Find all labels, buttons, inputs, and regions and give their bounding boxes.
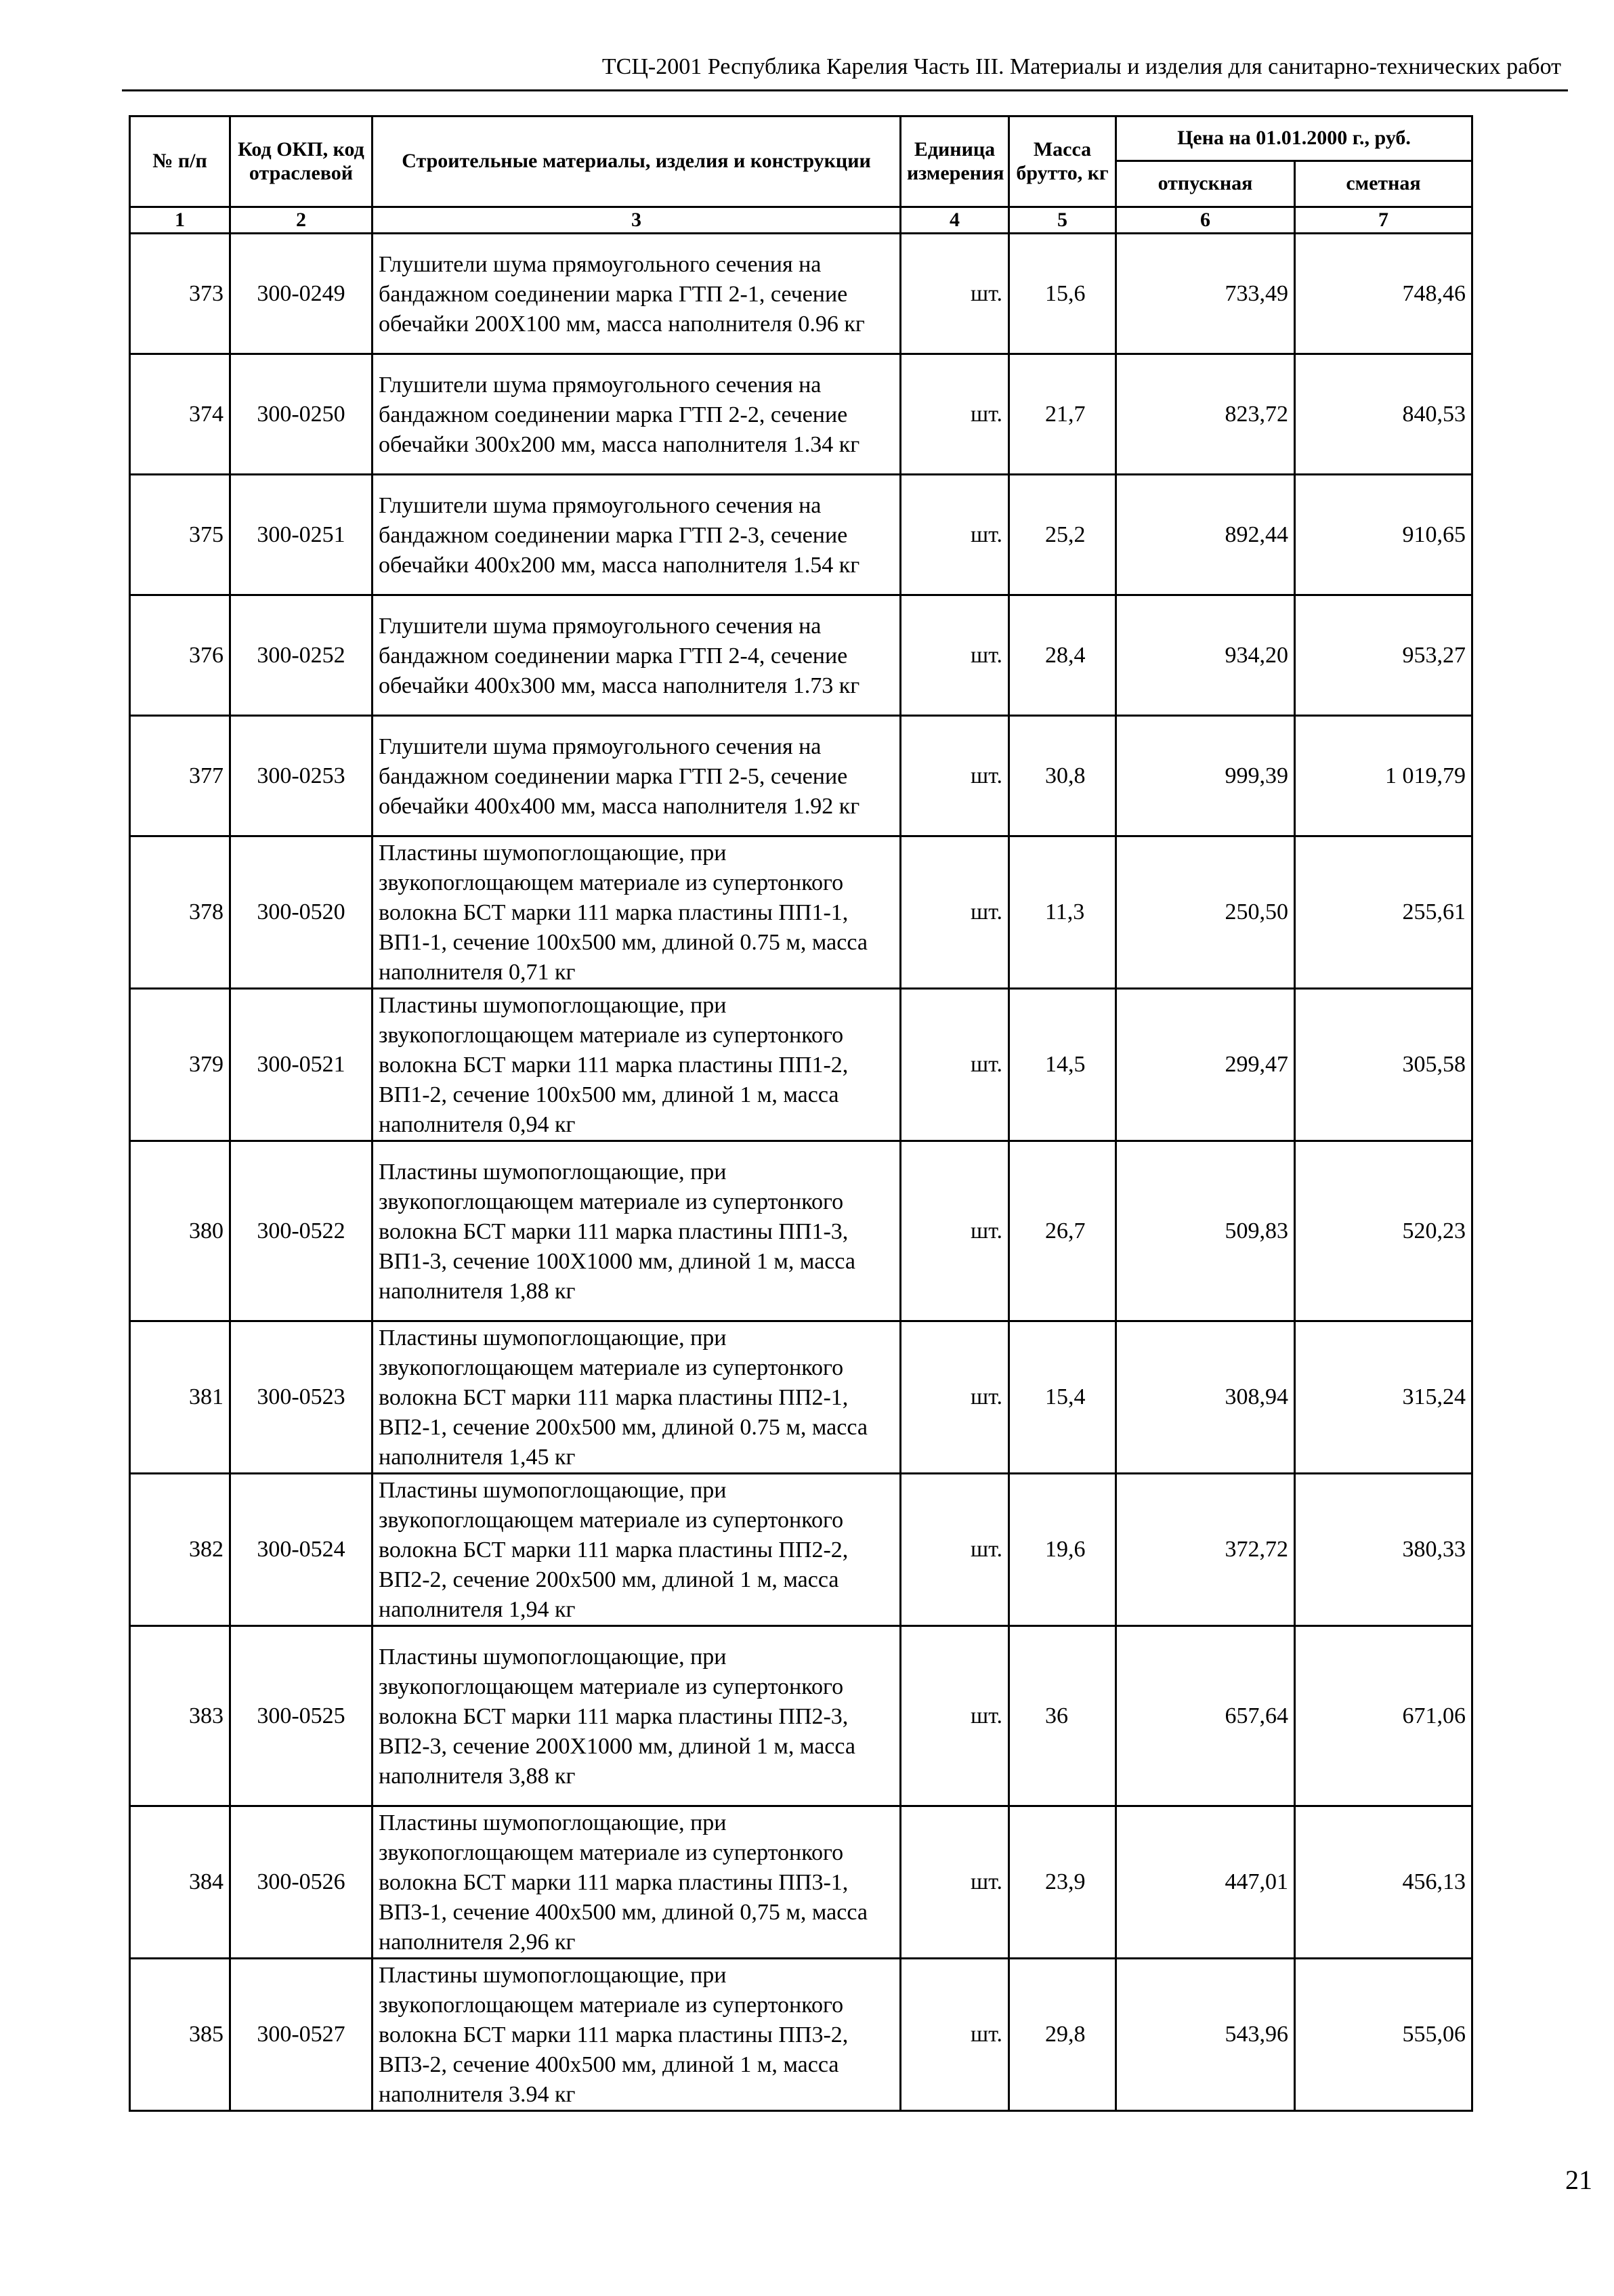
row-price-estimate: 953,27 bbox=[1295, 595, 1472, 716]
row-description: Глушители шума прямоугольного сечения на бандажном соединении марка ГТП 2-1, сечение обечайки 200Х100 мм, масса наполнителя 0.96 кг bbox=[373, 234, 901, 354]
row-code: 300-0252 bbox=[230, 595, 373, 716]
row-number: 375 bbox=[130, 475, 230, 595]
row-price-estimate: 910,65 bbox=[1295, 475, 1472, 595]
page-number: 21 bbox=[1565, 2165, 1592, 2195]
row-number: 385 bbox=[130, 1959, 230, 2111]
row-mass: 14,5 bbox=[1009, 989, 1116, 1141]
row-description: Пластины шумопоглощающие, при звукопоглощающем материале из супертонкого волокна БСТ марки 111 марка пластины ПП3-1, ВП3-1, сечение 400х500 мм, длиной 0,75 м, масса наполнителя 2,96 кг bbox=[373, 1806, 901, 1959]
row-unit: шт. bbox=[901, 234, 1009, 354]
row-price-estimate: 748,46 bbox=[1295, 234, 1472, 354]
table-row bbox=[130, 836, 1472, 989]
row-price-release: 657,64 bbox=[1116, 1626, 1295, 1806]
row-price-estimate: 555,06 bbox=[1295, 1959, 1472, 2111]
row-mass: 15,4 bbox=[1009, 1321, 1116, 1474]
row-price-estimate: 840,53 bbox=[1295, 354, 1472, 475]
column-number: 1 bbox=[130, 207, 230, 234]
row-price-release: 250,50 bbox=[1116, 836, 1295, 989]
row-mass: 36 bbox=[1009, 1626, 1116, 1806]
row-number: 382 bbox=[130, 1474, 230, 1626]
row-price-estimate: 255,61 bbox=[1295, 836, 1472, 989]
row-code: 300-0522 bbox=[230, 1141, 373, 1321]
row-unit: шт. bbox=[901, 1959, 1009, 2111]
row-unit: шт. bbox=[901, 354, 1009, 475]
table-row bbox=[130, 354, 1472, 475]
row-unit: шт. bbox=[901, 1626, 1009, 1806]
table-row bbox=[130, 989, 1472, 1141]
table-row bbox=[130, 1959, 1472, 2111]
row-unit: шт. bbox=[901, 475, 1009, 595]
row-description: Глушители шума прямоугольного сечения на бандажном соединении марка ГТП 2-5, сечение обечайки 400х400 мм, масса наполнителя 1.92 кг bbox=[373, 716, 901, 836]
row-number: 383 bbox=[130, 1626, 230, 1806]
column-number: 2 bbox=[230, 207, 373, 234]
row-unit: шт. bbox=[901, 716, 1009, 836]
row-price-release: 892,44 bbox=[1116, 475, 1295, 595]
price-table bbox=[129, 115, 1473, 2112]
row-number: 381 bbox=[130, 1321, 230, 1474]
row-number: 380 bbox=[130, 1141, 230, 1321]
row-price-release: 447,01 bbox=[1116, 1806, 1295, 1959]
row-price-release: 823,72 bbox=[1116, 354, 1295, 475]
row-unit: шт. bbox=[901, 989, 1009, 1141]
table-row bbox=[130, 475, 1472, 595]
row-unit: шт. bbox=[901, 595, 1009, 716]
row-description: Пластины шумопоглощающие, при звукопоглощающем материале из супертонкого волокна БСТ марки 111 марка пластины ПП1-2, ВП1-2, сечение 100х500 мм, длиной 1 м, масса наполнителя 0,94 кг bbox=[373, 989, 901, 1141]
row-description: Пластины шумопоглощающие, при звукопоглощающем материале из супертонкого волокна БСТ марки 111 марка пластины ПП1-3, ВП1-3, сечение 100Х1000 мм, длиной 1 м, масса наполнителя 1,88 кг bbox=[373, 1141, 901, 1321]
row-description: Пластины шумопоглощающие, при звукопоглощающем материале из супертонкого волокна БСТ марки 111 марка пластины ПП2-3, ВП2-3, сечение 200Х1000 мм, длиной 1 м, масса наполнителя 3,88 кг bbox=[373, 1626, 901, 1806]
table-row bbox=[130, 1321, 1472, 1474]
row-number: 379 bbox=[130, 989, 230, 1141]
row-price-release: 999,39 bbox=[1116, 716, 1295, 836]
row-code: 300-0524 bbox=[230, 1474, 373, 1626]
page-header bbox=[122, 49, 1568, 91]
row-code: 300-0253 bbox=[230, 716, 373, 836]
table-row bbox=[130, 1474, 1472, 1626]
row-price-release: 934,20 bbox=[1116, 595, 1295, 716]
row-unit: шт. bbox=[901, 1141, 1009, 1321]
column-number: 7 bbox=[1295, 207, 1472, 234]
table-row bbox=[130, 716, 1472, 836]
row-unit: шт. bbox=[901, 1321, 1009, 1474]
row-price-estimate: 520,23 bbox=[1295, 1141, 1472, 1321]
row-mass: 26,7 bbox=[1009, 1141, 1116, 1321]
table-row bbox=[130, 1141, 1472, 1321]
row-code: 300-0526 bbox=[230, 1806, 373, 1959]
header-unit: Единица измерения bbox=[901, 116, 1009, 207]
row-description: Пластины шумопоглощающие, при звукопоглощающем материале из супертонкого волокна БСТ марки 111 марка пластины ПП2-1, ВП2-1, сечение 200х500 мм, длиной 0.75 м, масса наполнителя 1,45 кг bbox=[373, 1321, 901, 1474]
table-row bbox=[130, 1626, 1472, 1806]
row-mass: 29,8 bbox=[1009, 1959, 1116, 2111]
table-row bbox=[130, 595, 1472, 716]
row-description: Пластины шумопоглощающие, при звукопоглощающем материале из супертонкого волокна БСТ марки 111 марка пластины ПП2-2, ВП2-2, сечение 200х500 мм, длиной 1 м, масса наполнителя 1,94 кг bbox=[373, 1474, 901, 1626]
row-price-estimate: 671,06 bbox=[1295, 1626, 1472, 1806]
row-price-estimate: 456,13 bbox=[1295, 1806, 1472, 1959]
row-number: 377 bbox=[130, 716, 230, 836]
row-unit: шт. bbox=[901, 1474, 1009, 1626]
column-number: 5 bbox=[1009, 207, 1116, 234]
row-number: 374 bbox=[130, 354, 230, 475]
row-mass: 21,7 bbox=[1009, 354, 1116, 475]
row-price-estimate: 305,58 bbox=[1295, 989, 1472, 1141]
row-description: Пластины шумопоглощающие, при звукопоглощающем материале из супертонкого волокна БСТ марки 111 марка пластины ПП3-2, ВП3-2, сечение 400х500 мм, длиной 1 м, масса наполнителя 3.94 кг bbox=[373, 1959, 901, 2111]
row-unit: шт. bbox=[901, 1806, 1009, 1959]
row-description: Пластины шумопоглощающие, при звукопоглощающем материале из супертонкого волокна БСТ марки 111 марка пластины ПП1-1, ВП1-1, сечение 100х500 мм, длиной 0.75 м, масса наполнителя 0,71 кг bbox=[373, 836, 901, 989]
header-price-estimate: сметная bbox=[1295, 161, 1472, 207]
row-mass: 28,4 bbox=[1009, 595, 1116, 716]
row-price-estimate: 380,33 bbox=[1295, 1474, 1472, 1626]
row-code: 300-0525 bbox=[230, 1626, 373, 1806]
row-mass: 25,2 bbox=[1009, 475, 1116, 595]
row-code: 300-0251 bbox=[230, 475, 373, 595]
header-code: Код ОКП, код отраслевой bbox=[230, 116, 373, 207]
running-title: ТСЦ-2001 Республика Карелия Часть III. Материалы и изделия для санитарно-технических работ bbox=[601, 54, 1561, 79]
row-description: Глушители шума прямоугольного сечения на бандажном соединении марка ГТП 2-2, сечение обечайки 300х200 мм, масса наполнителя 1.34 кг bbox=[373, 354, 901, 475]
row-number: 373 bbox=[130, 234, 230, 354]
row-mass: 11,3 bbox=[1009, 836, 1116, 989]
column-number: 4 bbox=[901, 207, 1009, 234]
row-price-release: 543,96 bbox=[1116, 1959, 1295, 2111]
table-row bbox=[130, 1806, 1472, 1959]
row-code: 300-0521 bbox=[230, 989, 373, 1141]
column-number: 3 bbox=[373, 207, 901, 234]
row-price-estimate: 1 019,79 bbox=[1295, 716, 1472, 836]
row-code: 300-0250 bbox=[230, 354, 373, 475]
column-number: 6 bbox=[1116, 207, 1295, 234]
row-mass: 30,8 bbox=[1009, 716, 1116, 836]
row-description: Глушители шума прямоугольного сечения на бандажном соединении марка ГТП 2-3, сечение обечайки 400х200 мм, масса наполнителя 1.54 кг bbox=[373, 475, 901, 595]
row-mass: 15,6 bbox=[1009, 234, 1116, 354]
row-price-estimate: 315,24 bbox=[1295, 1321, 1472, 1474]
header-price-release: отпускная bbox=[1116, 161, 1295, 207]
row-price-release: 733,49 bbox=[1116, 234, 1295, 354]
row-code: 300-0520 bbox=[230, 836, 373, 989]
header-price-group: Цена на 01.01.2000 г., руб. bbox=[1116, 116, 1472, 161]
row-price-release: 509,83 bbox=[1116, 1141, 1295, 1321]
column-number-row bbox=[130, 207, 1472, 234]
row-number: 376 bbox=[130, 595, 230, 716]
row-price-release: 299,47 bbox=[1116, 989, 1295, 1141]
header-mass: Масса брутто, кг bbox=[1009, 116, 1116, 207]
header-description: Строительные материалы, изделия и конструкции bbox=[373, 116, 901, 207]
row-mass: 19,6 bbox=[1009, 1474, 1116, 1626]
row-number: 378 bbox=[130, 836, 230, 989]
row-price-release: 308,94 bbox=[1116, 1321, 1295, 1474]
row-number: 384 bbox=[130, 1806, 230, 1959]
row-price-release: 372,72 bbox=[1116, 1474, 1295, 1626]
row-mass: 23,9 bbox=[1009, 1806, 1116, 1959]
row-unit: шт. bbox=[901, 836, 1009, 989]
header-num: № п/п bbox=[130, 116, 230, 207]
table-row bbox=[130, 234, 1472, 354]
row-code: 300-0527 bbox=[230, 1959, 373, 2111]
row-code: 300-0249 bbox=[230, 234, 373, 354]
row-code: 300-0523 bbox=[230, 1321, 373, 1474]
row-description: Глушители шума прямоугольного сечения на бандажном соединении марка ГТП 2-4, сечение обечайки 400х300 мм, масса наполнителя 1.73 кг bbox=[373, 595, 901, 716]
